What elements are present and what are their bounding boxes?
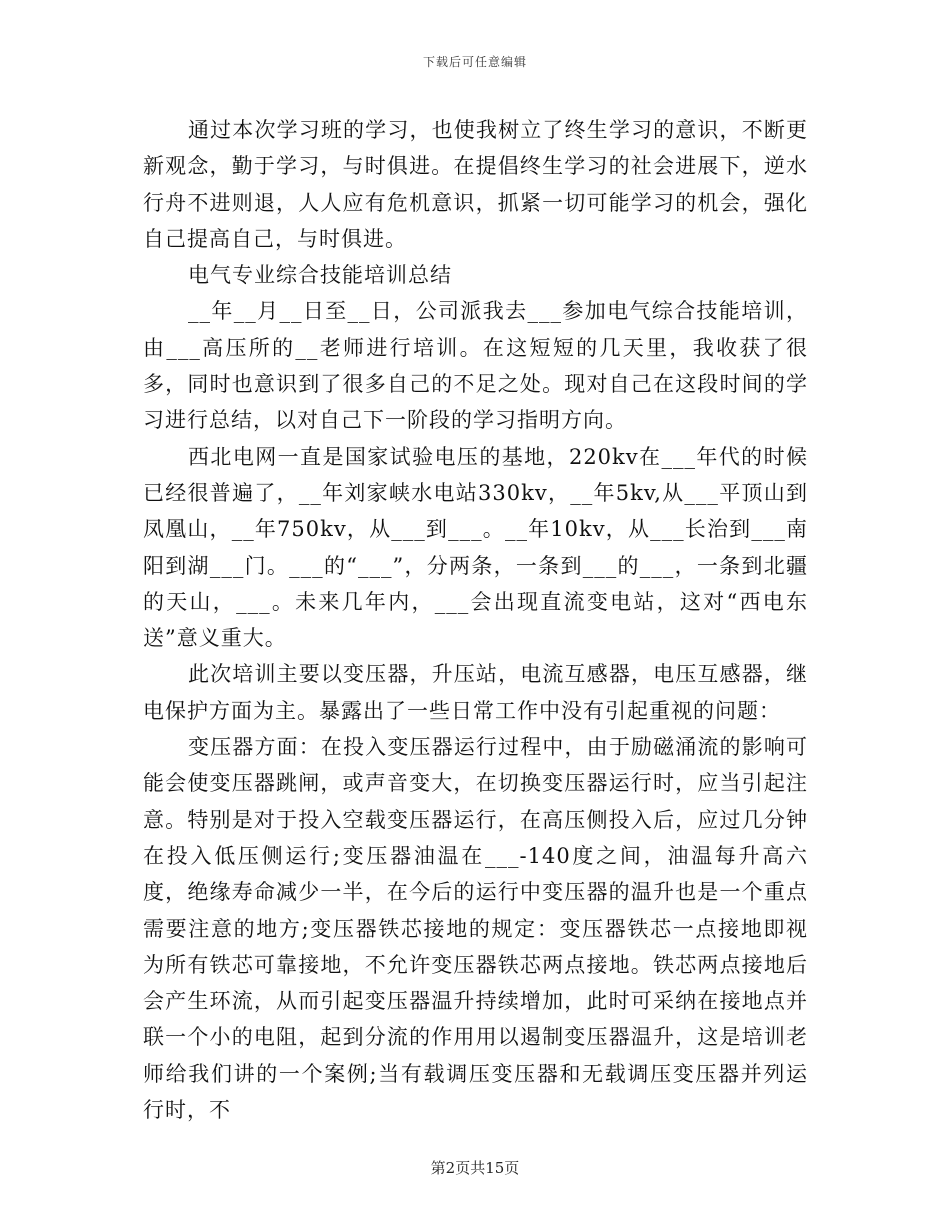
paragraph-training-intro: __年__月__日至__日，公司派我去___参加电气综合技能培训，由___高压所的__老师进行培训。在这短短的几天里，我收获了很多，同时也意识到了很多自己的不足之处。现对自己在这段时间的学习进行总结，以对自己下一阶段的学习指明方向。 bbox=[143, 299, 808, 433]
paragraph-lifelong-learning: 通过本次学习班的学习，也使我树立了终生学习的意识，不断更新观念，勤于学习，与时俱进。在提倡终生学习的社会进展下，逆水行舟不进则退，人人应有危机意识，抓紧一切可能学习的机会，强化自己提高自己，与时俱进。 bbox=[143, 118, 808, 251]
paragraph-transformer: 变压器方面：在投入变压器运行过程中，由于励磁涌流的影响可能会使变压器跳闸，或声音变大，在切换变压器运行时，应当引起注意。特别是对于投入空载变压器运行，在高压侧投入后，应过几分钟在投入低压侧运行;变压器油温在___-140度之间，油温每升高六度，绝缘寿命减少一半，在今后的运行中变压器的温升也是一个重点需要注意的地方;变压器铁芯接地的规定：变压器铁芯一点接地即视为所有铁芯可靠接地，不允许变压器铁芯两点接地。铁芯两点接地后会产生环流，从而引起变压器温升持续增加，此时可采纳在接地点并联一个小的电阻，起到分流的作用用以遏制变压器温升，这是培训老师给我们讲的一个案例;当有载调压变压器和无载调压变压器并列运行时，不 bbox=[143, 735, 808, 1123]
document-body bbox=[143, 112, 808, 1128]
section-title: 电气专业综合技能培训总结 bbox=[188, 263, 452, 288]
page-number: 第2页共15页 bbox=[430, 1159, 520, 1177]
paragraph-northwest-grid: 西北电网一直是国家试验电压的基地，220kv在___年代的时候已经很普遍了，__年刘家峡水电站330kv，__年5kv,从___平顶山到凤凰山，__年750kv，从___到___。__年10kv，从___长治到___南阳到湖___门。___的“___”，分两条，一条到___的___，一条到北疆的天山，___。未来几年内，___会出现直流变电站，这对“西电东送”意义重大。 bbox=[143, 444, 808, 651]
page-header: 下载后可任意编辑 bbox=[422, 55, 527, 69]
paragraph-training-topics: 此次培训主要以变压器，升压站，电流互感器，电压互感器，继电保护方面为主。暴露出了一些日常工作中没有引起重视的问题： bbox=[143, 662, 808, 723]
